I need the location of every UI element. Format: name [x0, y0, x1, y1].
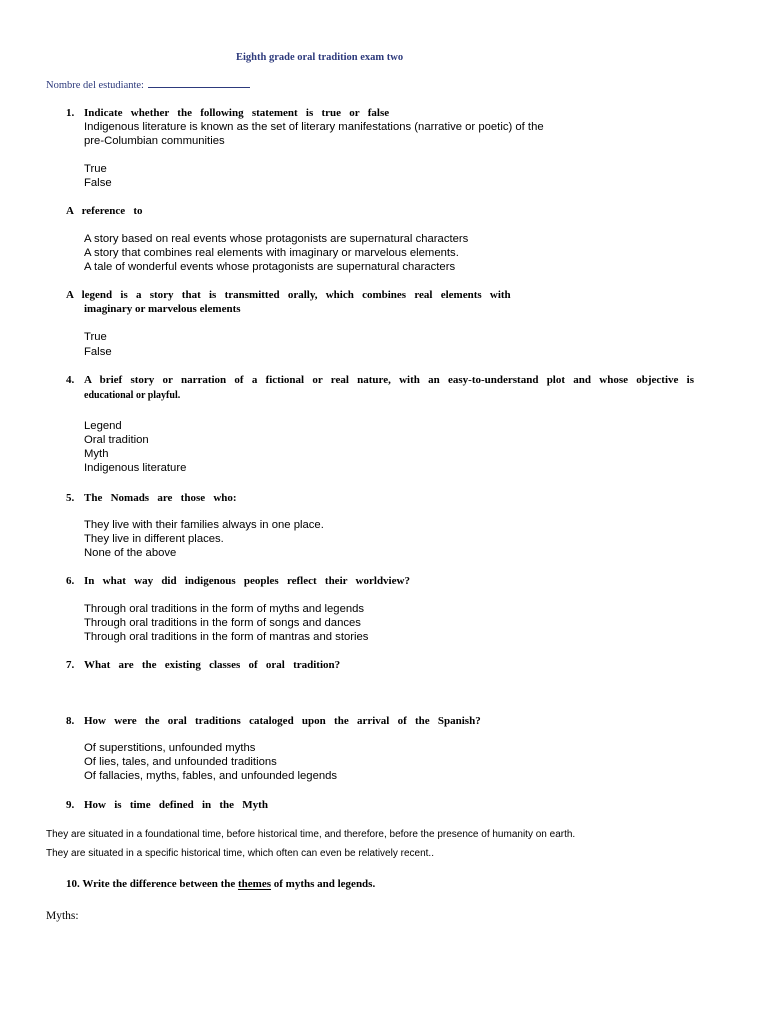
- question-10-prompt: [66, 878, 375, 890]
- question-1-statement-line-1: Indigenous literature is known as the set of literary manifestations (narrative or poetic) of the: [84, 121, 544, 133]
- question-9-option[interactable]: They are situated in a foundational time, before historical time, and therefore, before the presence of humanity on earth.: [46, 829, 576, 840]
- question-4-option[interactable]: Legend: [84, 420, 122, 432]
- student-name-field[interactable]: [148, 77, 250, 88]
- question-4-option[interactable]: Myth: [84, 448, 109, 460]
- question-3-prompt-line-1: A legend is a story that is transmitted orally, which combines real elements with: [66, 289, 511, 301]
- question-5-option[interactable]: None of the above: [84, 547, 177, 559]
- question-text: In what way did indigenous peoples reflect their worldview?: [84, 575, 410, 587]
- question-text: A brief story or narration of a fictional or real nature, with an easy-to-understand plot and whose objective is: [84, 374, 694, 386]
- question-2-option[interactable]: A story that combines real elements with imaginary or marvelous elements.: [84, 247, 459, 259]
- question-2-option[interactable]: A tale of wonderful events whose protagonists are supernatural characters: [84, 261, 456, 273]
- question-number: 5.: [66, 492, 75, 504]
- question-2-option[interactable]: A story based on real events whose protagonists are supernatural characters: [84, 233, 469, 245]
- question-text-part: Write the difference between the: [82, 878, 236, 890]
- question-4-prompt-line-2: educational or playful.: [84, 390, 181, 401]
- question-text-underlined: themes: [238, 878, 271, 890]
- question-6-option[interactable]: Through oral traditions in the form of songs and dances: [84, 617, 361, 629]
- question-4-option[interactable]: Indigenous literature: [84, 462, 187, 474]
- question-9-option[interactable]: They are situated in a specific historical time, which often can even be relatively recent..: [46, 848, 434, 859]
- question-number: 9.: [66, 799, 75, 811]
- question-8-option[interactable]: Of fallacies, myths, fables, and unfounded legends: [84, 770, 338, 782]
- question-6-option[interactable]: Through oral traditions in the form of myths and legends: [84, 603, 365, 615]
- question-6-option[interactable]: Through oral traditions in the form of mantras and stories: [84, 631, 369, 643]
- question-text: How were the oral traditions cataloged upon the arrival of the Spanish?: [84, 715, 481, 727]
- question-text: The Nomads are those who:: [84, 492, 237, 504]
- question-text: What are the existing classes of oral tradition?: [84, 659, 341, 671]
- question-number: 4.: [66, 374, 75, 386]
- question-2-prompt: A reference to: [66, 205, 143, 217]
- question-1-option[interactable]: True: [84, 163, 107, 175]
- question-3-option[interactable]: False: [84, 346, 112, 358]
- student-name-row: [46, 77, 250, 91]
- question-1-option[interactable]: False: [84, 177, 112, 189]
- question-number: 1.: [66, 107, 75, 119]
- myths-answer-label: Myths:: [46, 910, 79, 922]
- question-5-option[interactable]: They live with their families always in one place.: [84, 519, 324, 531]
- question-text: How is time defined in the Myth: [84, 799, 268, 811]
- exam-title: Eighth grade oral tradition exam two: [236, 52, 404, 63]
- question-number: 7.: [66, 659, 75, 671]
- question-3-prompt-line-2: imaginary or marvelous elements: [84, 303, 241, 315]
- question-5-option[interactable]: They live in different places.: [84, 533, 224, 545]
- question-3-option[interactable]: True: [84, 331, 107, 343]
- question-1-statement-line-2: pre-Columbian communities: [84, 135, 225, 147]
- question-number: 10.: [66, 878, 80, 890]
- student-name-label: Nombre del estudiante:: [46, 80, 144, 91]
- question-text-part: of myths and legends.: [273, 878, 376, 890]
- question-number: 6.: [66, 575, 75, 587]
- question-8-option[interactable]: Of lies, tales, and unfounded traditions: [84, 756, 277, 768]
- question-4-option[interactable]: Oral tradition: [84, 434, 149, 446]
- question-text: Indicate whether the following statement is true or false: [84, 107, 390, 119]
- question-number: 8.: [66, 715, 75, 727]
- question-8-option[interactable]: Of superstitions, unfounded myths: [84, 742, 256, 754]
